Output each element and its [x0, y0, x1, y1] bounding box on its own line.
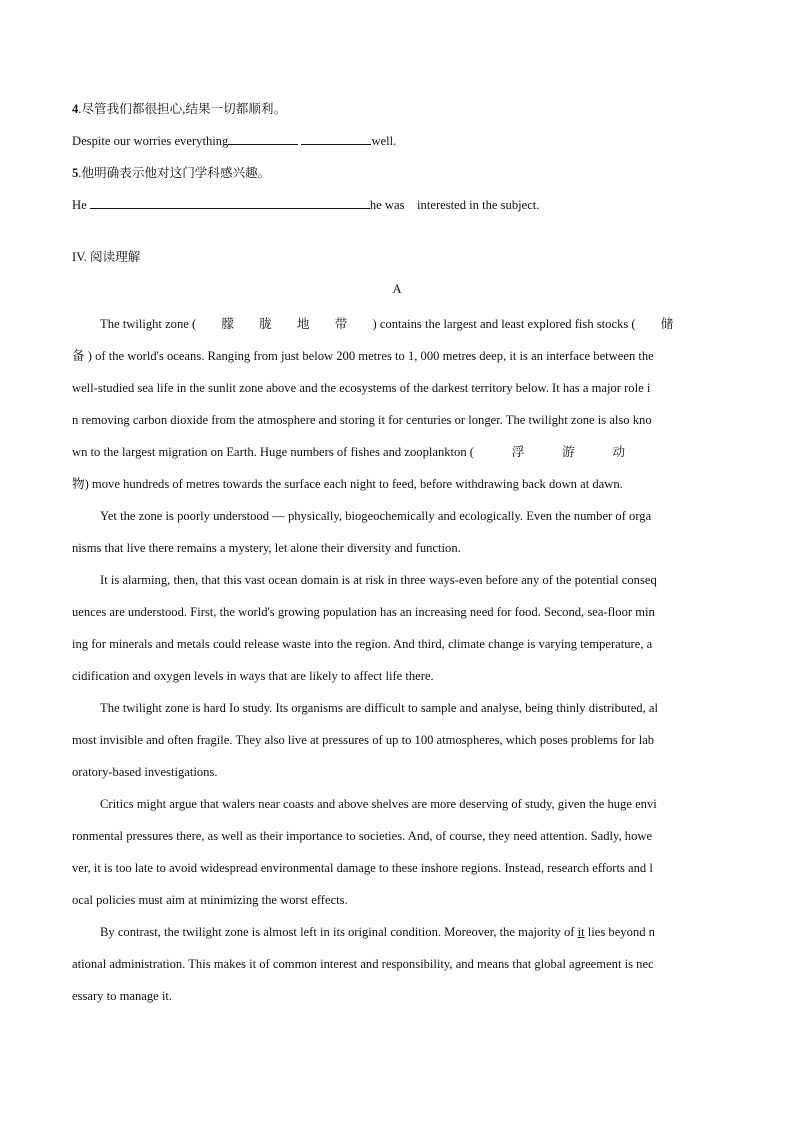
line: ver, it is too late to avoid widespread environmental damage to these inshore regions. Instead, research efforts and l [72, 861, 653, 875]
line: ocal policies must aim at minimizing the worst effects. [72, 893, 348, 907]
exercise-5-answer [72, 194, 722, 226]
line: 备 ) of the world's oceans. Ranging from just below 200 metres to 1, 000 metres deep, it is an interface between the [72, 349, 654, 363]
paragraph-6 [72, 916, 722, 1012]
section-heading: IV. 阅读理解 [72, 250, 141, 264]
underlined-word: it [577, 925, 585, 939]
line: cidification and oxygen levels in ways that are likely to affect life there. [72, 669, 434, 683]
line: nisms that live there remains a mystery, let alone their diversity and function. [72, 541, 461, 555]
line: most invisible and often fragile. They also live at pressures of up to 100 atmospheres, which poses problems for lab [72, 733, 655, 747]
exercise-english-before: Despite our worries everything [72, 134, 229, 148]
line: wn to the largest migration on Earth. Huge numbers of fishes and zooplankton ( 浮 游 动 [72, 445, 626, 459]
paragraph-1 [72, 308, 722, 500]
exercise-4-answer [72, 130, 722, 162]
paragraph-5 [72, 788, 722, 916]
line: Yet the zone is poorly understood — physically, biogeochemically and ecologically. Even the number of orga [100, 509, 652, 523]
line: essary to manage it. [72, 989, 173, 1003]
reading-passage [72, 308, 722, 1012]
answer-blank[interactable] [90, 194, 370, 209]
paragraph-3 [72, 564, 722, 692]
line: Critics might argue that walers near coasts and above shelves are more deserving of study, given the huge envi [100, 797, 657, 811]
worksheet-page [72, 98, 722, 1012]
line: 物) move hundreds of metres towards the surface each night to feed, before withdrawing back down at dawn. [72, 477, 623, 491]
line: ational administration. This makes it of common interest and responsibility, and means that global agreement is nec [72, 957, 654, 971]
line-end: lies beyond n [584, 925, 655, 939]
line: well-studied sea life in the sunlit zone above and the ecosystems of the darkest territory below. It has a major role i [72, 381, 651, 395]
answer-blank[interactable] [301, 130, 371, 145]
line: ronmental pressures there, as well as their importance to societies. And, of course, they need attention. Sadly, howe [72, 829, 653, 843]
line: The twilight zone is hard Io study. Its organisms are difficult to sample and analyse, being thinly distributed, al [100, 701, 658, 715]
exercise-4-prompt [72, 98, 722, 130]
paragraph-4 [72, 692, 722, 788]
line: ing for minerals and metals could release waste into the region. And third, climate change is varying temperature, a [72, 637, 653, 651]
answer-blank[interactable] [228, 130, 298, 145]
line: The twilight zone ( 朦 胧 地 带 ) contains the largest and least explored fish stocks ( 储 [100, 317, 674, 331]
exercise-english-after: he was interested in the subject. [369, 198, 540, 212]
exercise-english-after: well. [371, 134, 397, 148]
line-start: By contrast, the twilight zone is almost left in its original condition. Moreover, the majority of [100, 925, 578, 939]
exercise-number: 5 [72, 166, 79, 180]
line: oratory-based investigations. [72, 765, 218, 779]
line: It is alarming, then, that this vast ocean domain is at risk in three ways-even before any of the potential conseq [100, 573, 657, 587]
exercise-number: 4 [72, 102, 79, 116]
exercise-5-prompt [72, 162, 722, 194]
line: n removing carbon dioxide from the atmosphere and storing it for centuries or longer. The twilight zone is also kno [72, 413, 652, 427]
line: uences are understood. First, the world's growing population has an increasing need for food. Second, sea-floor min [72, 605, 655, 619]
paragraph-2 [72, 500, 722, 564]
exercise-english-before: He [72, 198, 87, 212]
passage-label: A [392, 282, 402, 296]
exercise-chinese: .尽管我们都很担心,结果一切都顺利。 [78, 102, 287, 116]
exercise-chinese: .他明确表示他对这门学科感兴趣。 [78, 166, 271, 180]
